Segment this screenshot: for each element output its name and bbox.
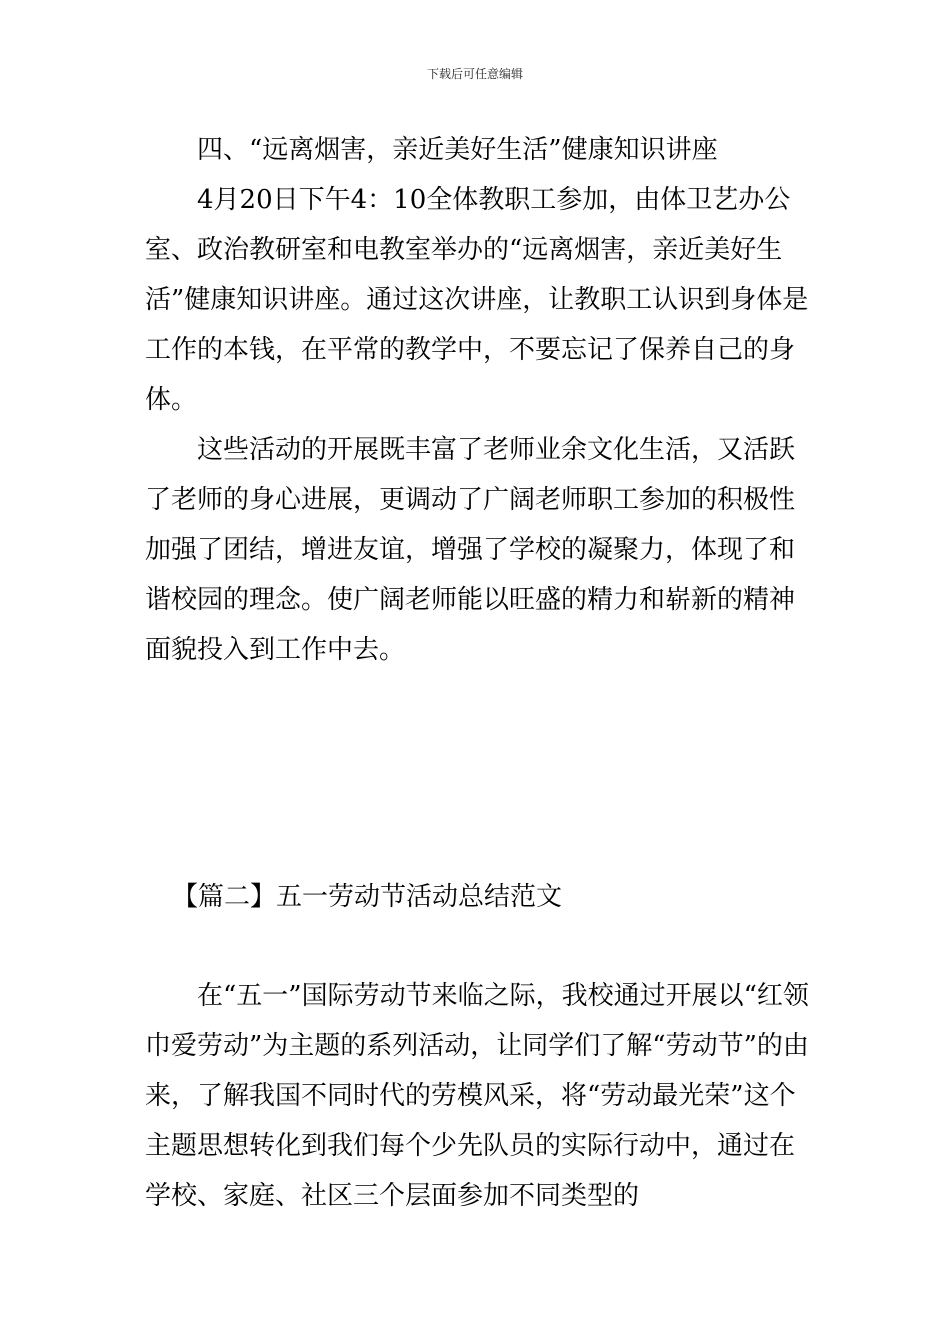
page-header-note: 下载后可任意编辑 xyxy=(426,67,523,81)
section-health-lecture xyxy=(145,125,810,675)
paragraph: 在“五一”国际劳动节来临之际，我校通过开展以“红领巾爱劳动”为主题的系列活动，让同学们了解“劳动节”的由来，了解我国不同时代的劳模风采，将“劳动最光荣”这个主题思想转化到我们每个少先队员的实际行动中，通过在学校、家庭、社区三个层面参加不同类型的 xyxy=(145,981,809,1211)
section-labor-day xyxy=(145,971,810,1221)
chapter-title: 【篇二】五一劳动节活动总结范文 xyxy=(172,882,563,912)
paragraph: 这些活动的开展既丰富了老师业余文化生活，又活跃了老师的身心进展，更调动了广阔老师职工参加的积极性加强了团结，增进友谊，增强了学校的凝聚力，体现了和谐校园的理念。使广阔老师能以旺盛的精力和崭新的精神面貌投入到工作中去。 xyxy=(145,435,796,665)
paragraph: 4月20日下午4：10全体教职工参加，由体卫艺办公室、政治教研室和电教室举办的“远离烟害，亲近美好生活”健康知识讲座。通过这次讲座，让教职工认识到身体是工作的本钱，在平常的教学中，不要忘记了保养自己的身体。 xyxy=(145,185,809,415)
section-heading: 四、“远离烟害，亲近美好生活”健康知识讲座 xyxy=(197,135,718,165)
